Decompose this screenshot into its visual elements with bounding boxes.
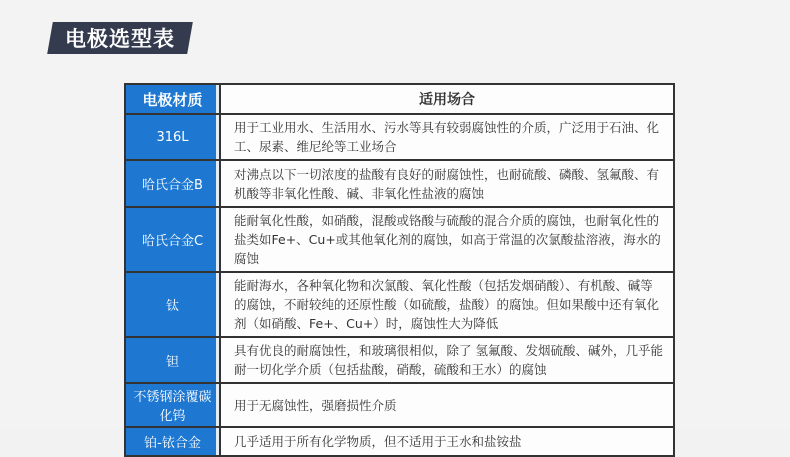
application-cell: 能耐氧化性酸，如硝酸，混酸或铬酸与硫酸的混合介质的腐蚀，也耐氧化性的盐类如Fe+、Cu+或其他氧化剂的腐蚀，如高于常温的次氯酸盐溶液，海水的腐蚀 bbox=[220, 207, 674, 272]
column-header-material: 电极材质 bbox=[125, 84, 220, 114]
material-cell: 钛 bbox=[125, 272, 220, 337]
material-cell: 哈氏合金B bbox=[125, 160, 220, 207]
table-row bbox=[125, 272, 674, 337]
page-title: 电极选型表 bbox=[65, 27, 175, 51]
application-cell: 对沸点以下一切浓度的盐酸有良好的耐腐蚀性，也耐硫酸、磷酸、氢氟酸、有机酸等非氧化性酸、碱、非氧化性盐液的腐蚀 bbox=[220, 160, 674, 207]
table-row bbox=[125, 160, 674, 207]
page-title-banner bbox=[50, 22, 190, 54]
table-header-row bbox=[125, 84, 674, 114]
material-cell: 316L bbox=[125, 114, 220, 160]
column-header-application: 适用场合 bbox=[220, 84, 674, 114]
application-cell: 能耐海水，各种氧化物和次氯酸、氧化性酸（包括发烟硝酸）、有机酸、碱等的腐蚀，不耐较纯的还原性酸（如硫酸，盐酸）的腐蚀。但如果酸中还有氧化剂（如硝酸、Fe+、Cu+）时，腐蚀性大为降低 bbox=[220, 272, 674, 337]
table-row bbox=[125, 383, 674, 427]
material-cell: 哈氏合金C bbox=[125, 207, 220, 272]
application-cell: 几乎适用于所有化学物质，但不适用于王水和盐铵盐 bbox=[220, 427, 674, 456]
application-cell: 用于工业用水、生活用水、污水等具有较弱腐蚀性的介质，广泛用于石油、化工、尿素、维尼纶等工业场合 bbox=[220, 114, 674, 160]
application-cell: 具有优良的耐腐蚀性，和玻璃很相似，除了 氢氟酸、发烟硫酸、碱外，几乎能耐一切化学介质（包括盐酸，硝酸，硫酸和王水）的腐蚀 bbox=[220, 337, 674, 383]
application-cell: 用于无腐蚀性，强磨损性介质 bbox=[220, 383, 674, 427]
table-row bbox=[125, 114, 674, 160]
table-row bbox=[125, 427, 674, 456]
electrode-selection-table bbox=[124, 83, 675, 457]
material-cell: 不锈钢涂覆碳化钨 bbox=[125, 383, 220, 427]
table-row bbox=[125, 337, 674, 383]
table-row bbox=[125, 207, 674, 272]
material-cell: 钽 bbox=[125, 337, 220, 383]
material-cell: 铂-铱合金 bbox=[125, 427, 220, 456]
